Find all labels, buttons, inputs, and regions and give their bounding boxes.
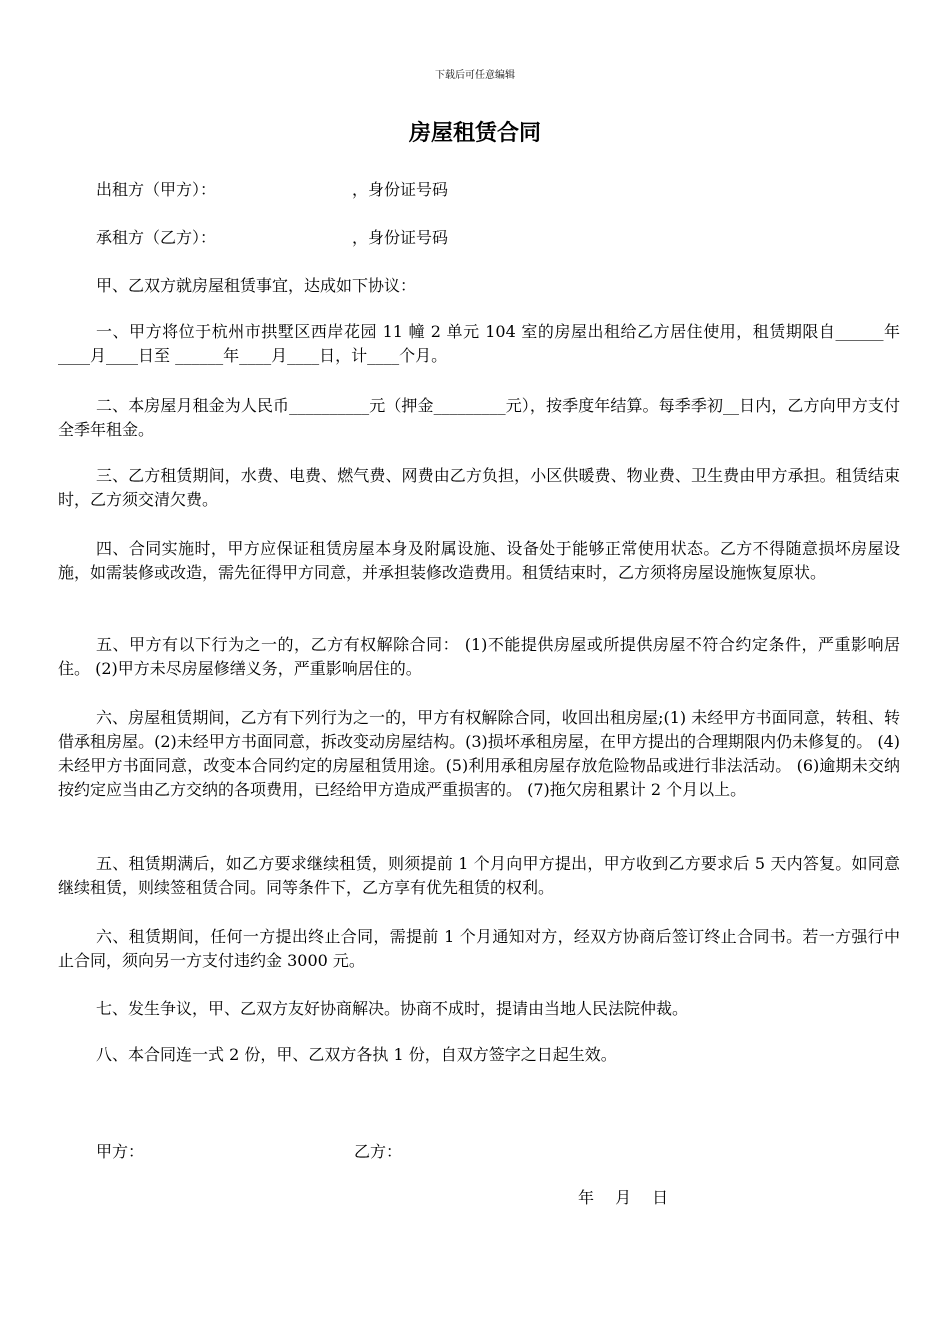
party-b-id-label: ，身份证号码 <box>352 228 449 247</box>
clause-2: 二、本房屋月租金为人民币__________元（押金_________元），按季度年结算。每季季初__日内，乙方向甲方支付全季年租金。 <box>58 396 900 439</box>
clause-5: 五、甲方有以下行为之一的，乙方有权解除合同： (1)不能提供房屋或所提供房屋不符合约定条件，严重影响居住。 (2)甲方未尽房屋修缮义务，严重影响居住的。 <box>58 635 900 678</box>
header-note: 下载后可任意编辑 <box>435 70 515 81</box>
clause-7: 五、租赁期满后，如乙方要求继续租赁，则须提前 1 个月向甲方提出，甲方收到乙方要求后 5 天内答复。如同意继续租赁，则续签租赁合同。同等条件下，乙方享有优先租赁的权利。 <box>58 854 900 897</box>
clause-3: 三、乙方租赁期间，水费、电费、燃气费、网费由乙方负担，小区供暖费、物业费、卫生费由甲方承担。租赁结束时，乙方须交清欠费。 <box>58 466 900 509</box>
clause-10: 八、本合同连一式 2 份，甲、乙双方各执 1 份，自双方签字之日起生效。 <box>96 1045 617 1064</box>
signature-date: 年 月 日 <box>578 1188 669 1207</box>
party-a-id-label: ，身份证号码 <box>352 180 449 199</box>
signature-party-a: 甲方： <box>96 1142 145 1161</box>
clause-9: 七、发生争议，甲、乙双方友好协商解决。协商不成时，提请由当地人民法院仲裁。 <box>96 999 689 1018</box>
agreement-intro: 甲、乙双方就房屋租赁事宜，达成如下协议： <box>96 276 417 295</box>
document-title: 房屋租赁合同 <box>408 121 541 146</box>
signature-party-b: 乙方： <box>354 1142 403 1161</box>
clause-8: 六、租赁期间，任何一方提出终止合同，需提前 1 个月通知对方，经双方协商后签订终止合同书。若一方强行中止合同，须向另一方支付违约金 3000 元。 <box>58 927 900 970</box>
clause-6: 六、房屋租赁期间，乙方有下列行为之一的，甲方有权解除合同，收回出租房屋;(1) 未经甲方书面同意，转租、转借承租房屋。(2)未经甲方书面同意，拆改变动房屋结构。(3)损坏承租房屋，在甲方提出的合理期限内仍未修复的。 (4) 未经甲方书面同意，改变本合同约定的房屋租赁用途。(5)利用承租房屋存放危险物品或进行非法活动。 (6)逾期未交纳按约定应当由乙方交纳的各项费用，已经给甲方造成严重损害的。 (7)拖欠房租累计 2 个月以上。 <box>58 708 900 799</box>
party-b-label: 承租方（乙方）： <box>96 228 217 247</box>
clause-4: 四、合同实施时，甲方应保证租赁房屋本身及附属设施、设备处于能够正常使用状态。乙方不得随意损坏房屋设施，如需装修或改造，需先征得甲方同意，并承担装修改造费用。租赁结束时，乙方须将房屋设施恢复原状。 <box>58 539 900 582</box>
clause-1: 一、甲方将位于杭州市拱墅区西岸花园 11 幢 2 单元 104 室的房屋出租给乙方居住使用，租赁期限自______年____月____日至 ______年____月____日，计____个月。 <box>58 322 900 365</box>
party-a-label: 出租方（甲方）： <box>96 180 217 199</box>
